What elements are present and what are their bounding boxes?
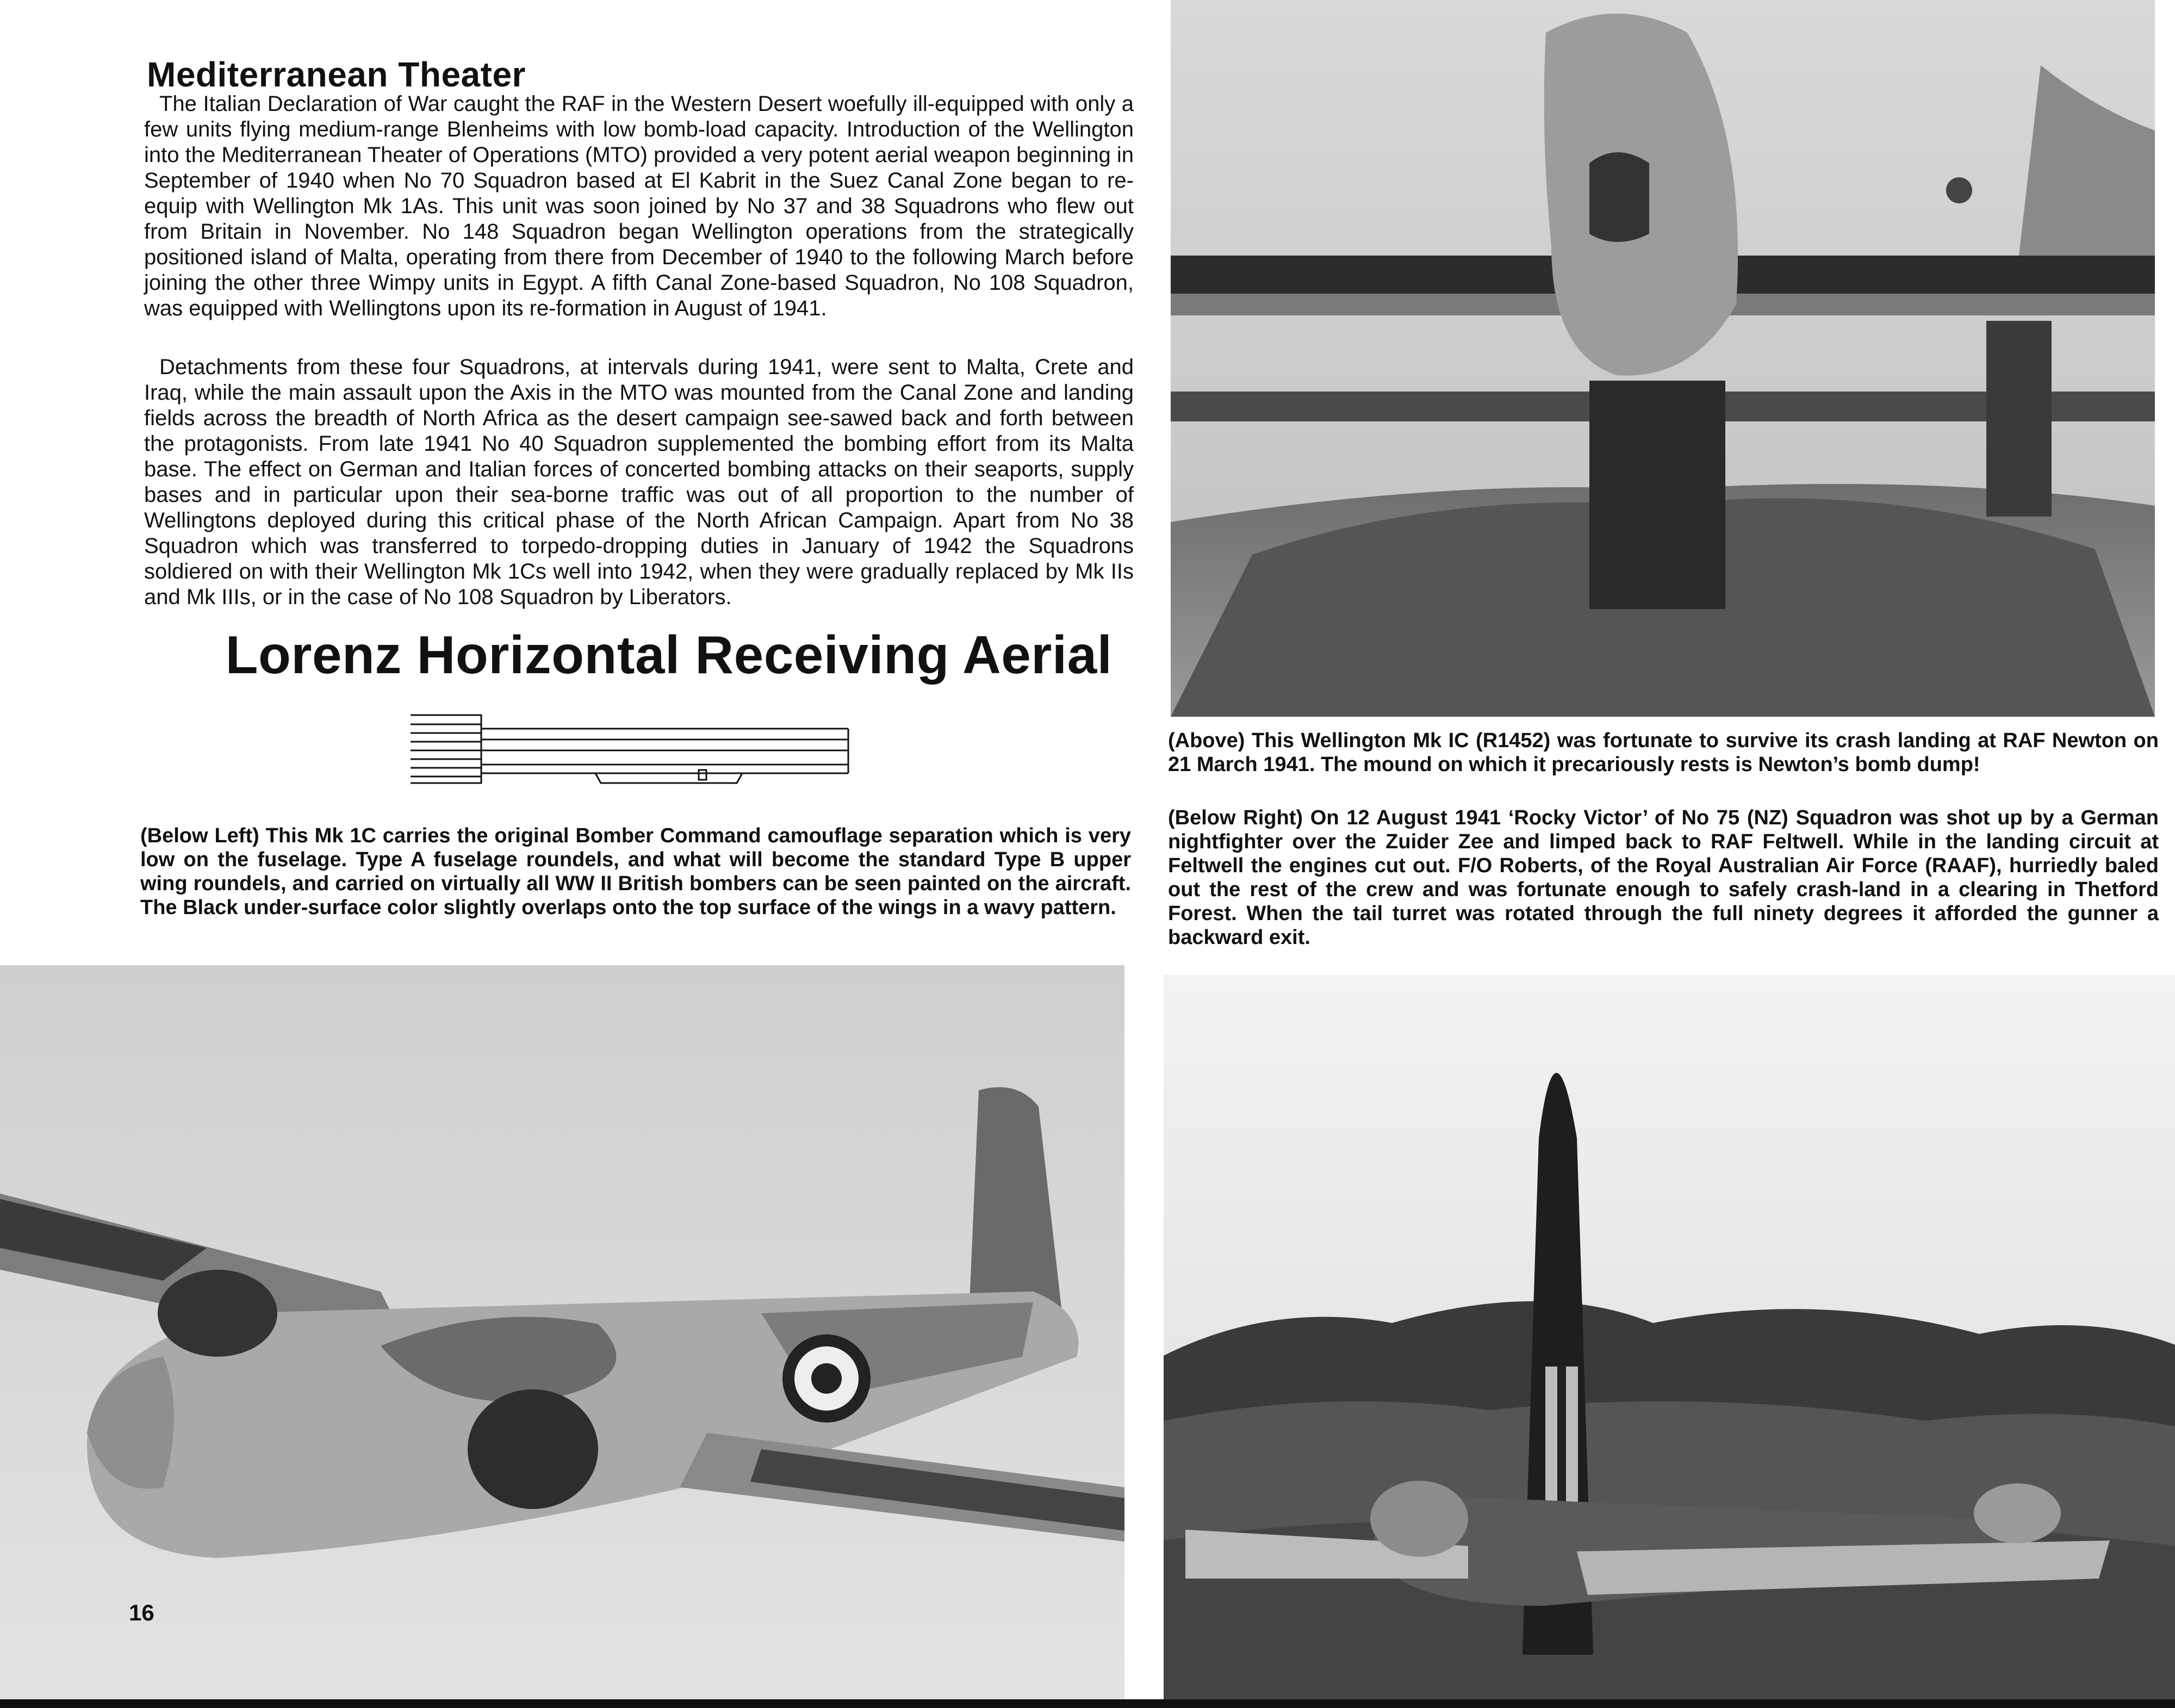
photo-wellington-in-flight: [0, 965, 1124, 1708]
aerial-mount-outline: [411, 715, 481, 783]
section-heading: Mediterranean Theater: [147, 55, 526, 94]
photo-wellington-in-flight-image: [0, 965, 1124, 1708]
caption-below-left: (Below Left) This Mk 1C carries the original Bomber Command camouflage separation which is very low on the fuselage. Type A fuselage roundels, and what will become the standard Type B upper wing roundels, and carried on virtually all WW II British bombers can be seen painted on the aircraft. The Black under-surface color slightly overlaps onto the top surface of the wings in a wavy pattern.: [140, 824, 1131, 919]
caption-above: (Above) This Wellington Mk IC (R1452) was fortunate to survive its crash landing at RAF Newton on 21 March 1941. The mound on which it precariously rests is Newton’s bomb dump!: [1168, 729, 2159, 776]
diagram-title: Lorenz Horizontal Receiving Aerial: [225, 625, 1113, 685]
lorenz-aerial-diagram: [411, 712, 851, 788]
photo-crash-landing-newton-image: [1171, 0, 2155, 717]
body-paragraph-2: Detachments from these four Squadrons, at intervals during 1941, were sent to Malta, Crete and Iraq, while the main assault upon the Axis in the MTO was mounted from the Canal Zone and landing fields across the breadth of North Africa as the desert campaign see-sawed back and forth between the protagonists. From late 1941 No 40 Squadron supplemented the bombing effort from its Malta base. The effect on German and Italian forces of concerted bombing attacks on their seaports, supply bases and in particular upon their sea-borne traffic was out of all proportion to the number of Wellingtons deployed during this critical phase of the North African Campaign. Apart from No 38 Squadron which was transferred to torpedo-dropping duties in January of 1942 the Squadrons soldiered on with their Wellington Mk 1Cs well into 1942, when they were gradually replaced by Mk IIs and Mk IIIs, or in the case of No 108 Squadron by Liberators.: [144, 355, 1134, 609]
bottom-rule: [0, 1699, 2175, 1708]
caption-below-right: (Below Right) On 12 August 1941 ‘Rocky Victor’ of No 75 (NZ) Squadron was shot up by a German nightfighter over the Zuider Zee and limped back to RAF Feltwell. While in the landing circuit at Feltwell the engines cut out. F/O Roberts, of the Royal Australian Air Force (RAAF), hurriedly baled out the rest of the crew and was fortunate enough to safely crash-land in a clearing in Thetford Forest. When the tail turret was rotated through the full ninety degrees it afforded the gunner a backward exit.: [1168, 806, 2159, 949]
page-number: 16: [129, 1600, 154, 1625]
photo-thetford-forest-crash: [1164, 975, 2175, 1708]
body-paragraph-1: The Italian Declaration of War caught the RAF in the Western Desert woefully ill-equipped with only a few units flying medium-range Blenheims with low bomb-load capacity. Introduction of the Wellington into the Mediterranean Theater of Operations (MTO) provided a very potent aerial weapon beginning in September of 1940 when No 70 Squadron based at El Kabrit in the Suez Canal Zone began to re-equip with Wellington Mk 1As. This unit was soon joined by No 37 and 38 Squadrons who flew out from Britain in November. No 148 Squadron began Wellington operations from the strategically positioned island of Malta, operating from there from December of 1940 to the following March before joining the other three Wimpy units in Egypt. A fifth Canal Zone-based Squadron, No 108 Squadron, was equipped with Wellingtons upon its re-formation in August of 1941.: [144, 92, 1134, 320]
photo-crash-landing-newton: [1171, 0, 2155, 717]
photo-thetford-forest-crash-image: [1164, 975, 2175, 1708]
